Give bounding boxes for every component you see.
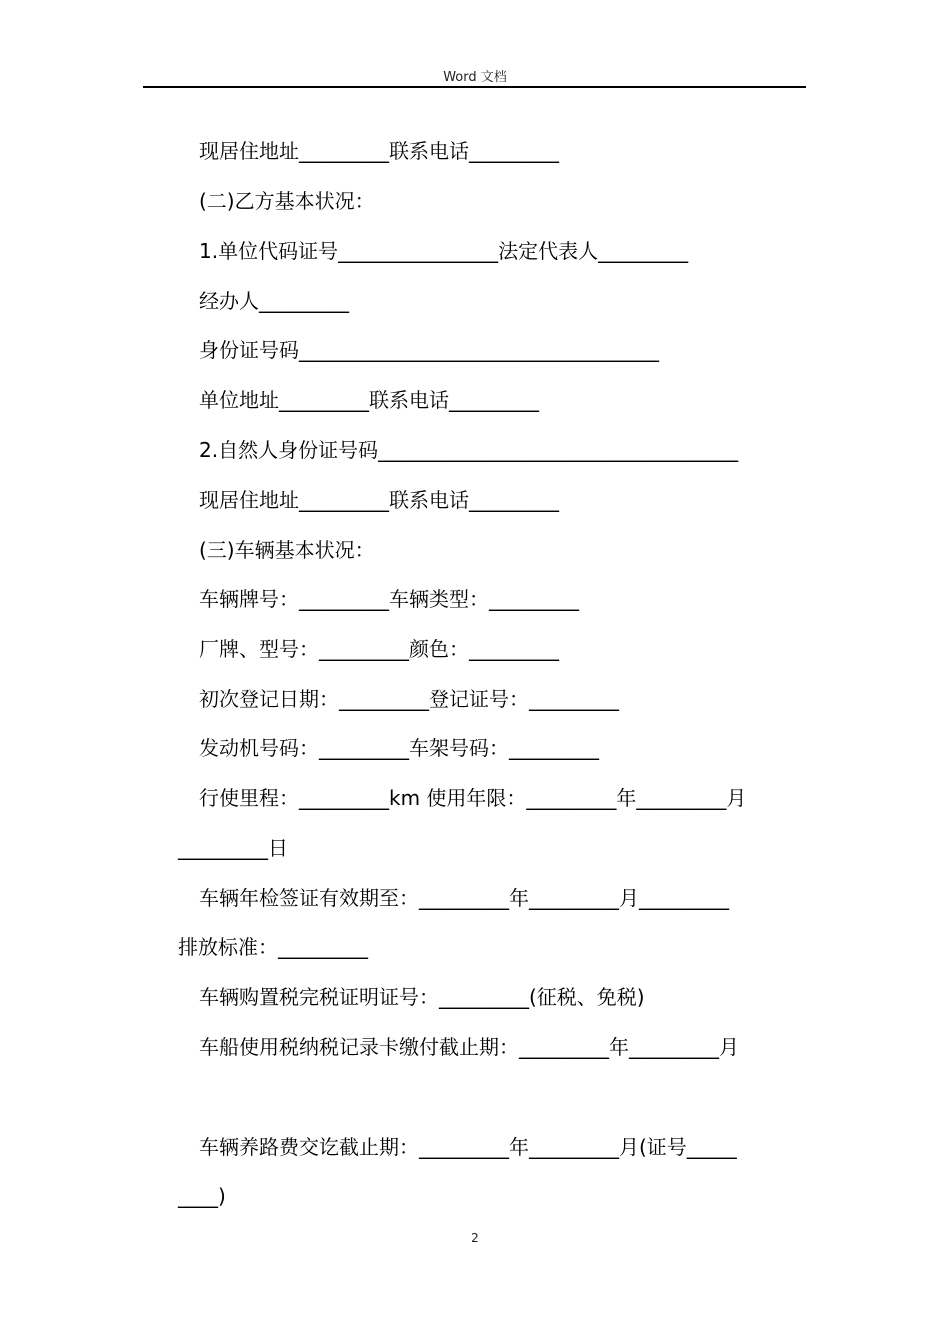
text-line: 单位地址_________联系电话_________ xyxy=(199,388,539,412)
text-line: 车辆牌号：_________车辆类型：_________ xyxy=(199,587,579,611)
text-line: 厂牌、型号：_________颜色：_________ xyxy=(199,637,559,661)
text-line: (三)车辆基本状况： xyxy=(199,538,375,562)
header-title: Word 文档 xyxy=(443,70,507,85)
text-line: 发动机号码：_________车架号码：_________ xyxy=(199,736,599,760)
text-line: 车辆养路费交讫截止期：_________年_________月(证号_____ xyxy=(199,1135,737,1159)
text-line: _________日 xyxy=(178,836,288,860)
text-line: (二)乙方基本状况： xyxy=(199,189,375,213)
header-divider xyxy=(143,86,806,88)
text-line: 车辆年检签证有效期至：_________年_________月_________ xyxy=(199,886,729,910)
text-line: 1.单位代码证号________________法定代表人_________ xyxy=(199,239,689,263)
text-line: 经办人_________ xyxy=(199,289,349,313)
text-line: 现居住地址_________联系电话_________ xyxy=(199,488,559,512)
text-line: 初次登记日期：_________登记证号：_________ xyxy=(199,687,619,711)
text-line: ____) xyxy=(178,1184,226,1208)
text-line: 排放标准：_________ xyxy=(178,935,368,959)
text-line: 行使里程：_________km 使用年限：_________年_________月 xyxy=(199,786,747,810)
text-line: 现居住地址_________联系电话_________ xyxy=(199,139,559,163)
page-number: 2 xyxy=(471,1231,479,1245)
text-line: 身份证号码____________________________________ xyxy=(199,338,659,362)
text-line: 2.自然人身份证号码____________________________________ xyxy=(199,438,739,462)
text-line: 车船使用税纳税记录卡缴付截止期：_________年_________月 xyxy=(199,1035,739,1059)
text-line: 车辆购置税完税证明证号：_________(征税、免税) xyxy=(199,985,645,1009)
